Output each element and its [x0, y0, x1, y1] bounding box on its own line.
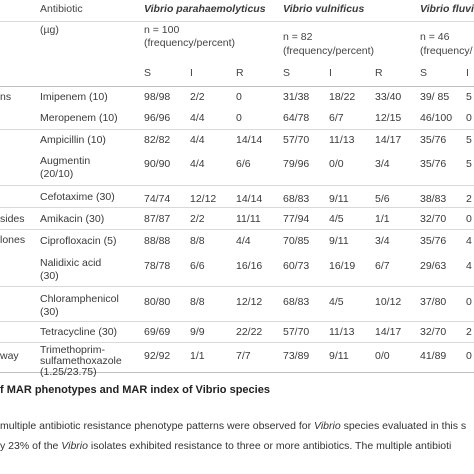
- text-run: species evaluated in this s: [340, 420, 467, 432]
- paragraph-line-2: [0, 440, 451, 452]
- cell-vf-i: 0: [466, 350, 472, 362]
- cell-vp-s: 74/74: [144, 193, 171, 205]
- cell-vv-r: 14/17: [375, 326, 402, 338]
- cell-vv-i: 11/13: [329, 326, 355, 338]
- unit-column-header: (µg): [40, 24, 59, 36]
- cell-vv-s: 60/73: [283, 260, 310, 272]
- cell-vp-s: 98/98: [144, 91, 171, 103]
- antibiotic-dose: (1.25/23.75): [40, 366, 97, 378]
- sir-header-r: R: [236, 67, 244, 79]
- cell-vv-i: 4/5: [329, 213, 344, 225]
- sir-header-i: I: [190, 67, 193, 79]
- antibiotic-name: Augmentin: [40, 155, 91, 167]
- cell-vp-i: 4/4: [190, 134, 205, 146]
- row-divider: [0, 286, 474, 287]
- cell-vf-s: 35/76: [420, 134, 447, 146]
- cell-vp-i: 9/9: [190, 326, 205, 338]
- antibiotic-name: Cefotaxime (30): [40, 191, 115, 203]
- cell-vp-s: 78/78: [144, 260, 171, 272]
- class-label-aminoglycosides: sides: [0, 213, 25, 225]
- antibiotic-dose: (30): [40, 306, 59, 318]
- row-divider: [0, 342, 474, 343]
- cell-vf-i: 2: [466, 326, 472, 338]
- cell-vv-s: 73/89: [283, 350, 310, 362]
- antibiotic-name: Trimethoprim-: [40, 344, 105, 356]
- cell-vv-i: 9/11: [329, 193, 349, 205]
- cell-vv-s: 64/78: [283, 112, 310, 124]
- cell-vp-r: 16/16: [236, 260, 263, 272]
- cell-vf-i: 5: [466, 158, 472, 170]
- cell-vf-s: 39/ 85: [420, 91, 450, 103]
- cell-vp-i: 4/4: [190, 158, 205, 170]
- sir-header-s: S: [144, 67, 152, 79]
- cell-vf-i: 5: [466, 91, 472, 103]
- cell-vp-s: 96/96: [144, 112, 171, 124]
- cell-vf-s: 35/76: [420, 158, 447, 170]
- sir-header-s: S: [283, 67, 291, 79]
- antibiotic-dose: (20/10): [40, 168, 74, 180]
- cell-vp-r: 6/6: [236, 158, 251, 170]
- cell-vv-s: 68/83: [283, 193, 310, 205]
- antibiotic-name: Amikacin (30): [40, 213, 105, 225]
- frequency-label-parahaemolyticus: (frequency/percent): [144, 37, 236, 49]
- cell-vf-s: 37/80: [420, 296, 447, 308]
- cell-vp-i: 1/1: [190, 350, 205, 362]
- antibiotic-name: Meropenem (10): [40, 112, 118, 124]
- antibiotic-name: Ampicillin (10): [40, 134, 106, 146]
- antibiotic-name: Imipenem (10): [40, 91, 108, 103]
- cell-vv-r: 33/40: [375, 91, 402, 103]
- cell-vf-s: 32/70: [420, 213, 447, 225]
- cell-vv-r: 10/12: [375, 296, 402, 308]
- cell-vf-i: 2: [466, 193, 472, 205]
- italic-species: Vibrio: [314, 420, 341, 432]
- frequency-label-fluvialis: (frequency/: [420, 45, 473, 57]
- cell-vv-r: 1/1: [375, 213, 390, 225]
- cell-vp-r: 0: [236, 112, 242, 124]
- sir-header-i: I: [329, 67, 332, 79]
- class-label-fluoroquinolones: lones: [0, 234, 26, 246]
- sir-header-r: R: [375, 67, 383, 79]
- cell-vv-r: 3/4: [375, 235, 390, 247]
- cell-vp-s: 87/87: [144, 213, 171, 225]
- cell-vf-s: 38/83: [420, 193, 447, 205]
- cell-vv-i: 9/11: [329, 350, 349, 362]
- cell-vf-i: 5: [466, 134, 472, 146]
- cell-vv-r: 5/6: [375, 193, 390, 205]
- antibiotic-name: Nalidixic acid: [40, 257, 102, 269]
- row-divider: [0, 321, 474, 322]
- cell-vv-i: 11/13: [329, 134, 355, 146]
- antibiotic-name: Tetracycline (30): [40, 326, 118, 338]
- text-run: multiple antibiotic resistance phenotype patterns were observed for: [0, 420, 315, 432]
- cell-vp-i: 6/6: [190, 260, 205, 272]
- cell-vf-i: 4: [466, 235, 472, 247]
- cell-vv-i: 4/5: [329, 296, 344, 308]
- antibiotic-name-cont: sulfamethoxazole: [40, 355, 122, 367]
- cell-vf-i: 0: [466, 296, 472, 308]
- sir-header-i: I: [466, 67, 469, 79]
- cell-vv-s: 57/70: [283, 134, 310, 146]
- class-label-carbapenems: ns: [0, 91, 12, 103]
- cell-vf-i: 0: [466, 213, 472, 225]
- cell-vf-s: 32/70: [420, 326, 447, 338]
- cell-vv-r: 0/0: [375, 350, 390, 362]
- cell-vp-r: 0: [236, 91, 242, 103]
- cell-vv-s: 31/38: [283, 91, 310, 103]
- cell-vp-r: 22/22: [236, 326, 263, 338]
- cell-vp-r: 14/14: [236, 193, 263, 205]
- sample-size-vulnificus: n = 82: [283, 31, 313, 43]
- cell-vp-r: 14/14: [236, 134, 263, 146]
- row-divider: [0, 129, 474, 130]
- cell-vv-s: 57/70: [283, 326, 310, 338]
- antibiotic-name: Chloramphenicol: [40, 293, 119, 305]
- sir-header-s: S: [420, 67, 428, 79]
- antibiotic-column-header: Antibiotic: [40, 3, 83, 15]
- cell-vp-r: 7/7: [236, 350, 251, 362]
- cell-vf-s: 35/76: [420, 235, 447, 247]
- cell-vp-s: 90/90: [144, 158, 171, 170]
- sample-size-fluvialis: n = 46: [420, 31, 450, 43]
- antibiotic-name: Ciprofloxacin (5): [40, 235, 117, 247]
- section-heading: f MAR phenotypes and MAR index of Vibrio species: [0, 384, 270, 396]
- cell-vv-r: 14/17: [375, 134, 402, 146]
- species-header-fluvialis: Vibrio fluvi: [420, 3, 474, 15]
- cell-vp-i: 12/12: [190, 193, 217, 205]
- frequency-label-vulnificus: (frequency/percent): [283, 45, 375, 57]
- cell-vf-s: 46/100: [420, 112, 453, 124]
- cell-vp-r: 12/12: [236, 296, 263, 308]
- row-divider: [0, 229, 474, 230]
- cell-vv-r: 3/4: [375, 158, 390, 170]
- cell-vv-i: 0/0: [329, 158, 344, 170]
- cell-vp-i: 8/8: [190, 235, 205, 247]
- paragraph-line-1: [0, 420, 466, 432]
- cell-vp-s: 88/88: [144, 235, 171, 247]
- header-divider: [0, 21, 474, 22]
- italic-species: Vibrio: [61, 440, 88, 452]
- cell-vf-i: 4: [466, 260, 472, 272]
- cell-vv-s: 70/85: [283, 235, 310, 247]
- cell-vv-r: 6/7: [375, 260, 390, 272]
- cell-vv-r: 12/15: [375, 112, 402, 124]
- cell-vp-i: 8/8: [190, 296, 205, 308]
- cell-vp-r: 11/11: [236, 213, 261, 225]
- cell-vp-s: 82/82: [144, 134, 171, 146]
- header-bottom-line: [0, 86, 474, 87]
- cell-vp-r: 4/4: [236, 235, 251, 247]
- cell-vv-i: 18/22: [329, 91, 356, 103]
- cell-vf-i: 0: [466, 112, 472, 124]
- row-divider: [0, 185, 474, 186]
- cell-vp-i: 2/2: [190, 213, 205, 225]
- antibiotic-dose: (30): [40, 270, 59, 282]
- sample-size-parahaemolyticus: n = 100: [144, 24, 180, 36]
- cell-vp-i: 2/2: [190, 91, 205, 103]
- text-run: isolates exhibited resistance to three or more antibiotics. The multiple antibioti: [87, 440, 452, 452]
- cell-vp-s: 69/69: [144, 326, 171, 338]
- cell-vv-s: 79/96: [283, 158, 310, 170]
- species-header-parahaemolyticus: Vibrio parahaemolyticus: [144, 3, 266, 15]
- cell-vv-s: 68/83: [283, 296, 310, 308]
- cell-vv-i: 16/19: [329, 260, 356, 272]
- class-label-folate-pathway: way: [0, 350, 19, 362]
- cell-vp-s: 92/92: [144, 350, 171, 362]
- species-header-vulnificus: Vibrio vulnificus: [283, 3, 365, 15]
- row-divider: [0, 207, 474, 208]
- text-run: y 23% of the: [0, 440, 62, 452]
- cell-vv-s: 77/94: [283, 213, 310, 225]
- cell-vv-i: 6/7: [329, 112, 344, 124]
- cell-vv-i: 9/11: [329, 235, 349, 247]
- cell-vf-s: 29/63: [420, 260, 447, 272]
- cell-vp-i: 4/4: [190, 112, 205, 124]
- cell-vp-s: 80/80: [144, 296, 171, 308]
- cell-vf-s: 41/89: [420, 350, 447, 362]
